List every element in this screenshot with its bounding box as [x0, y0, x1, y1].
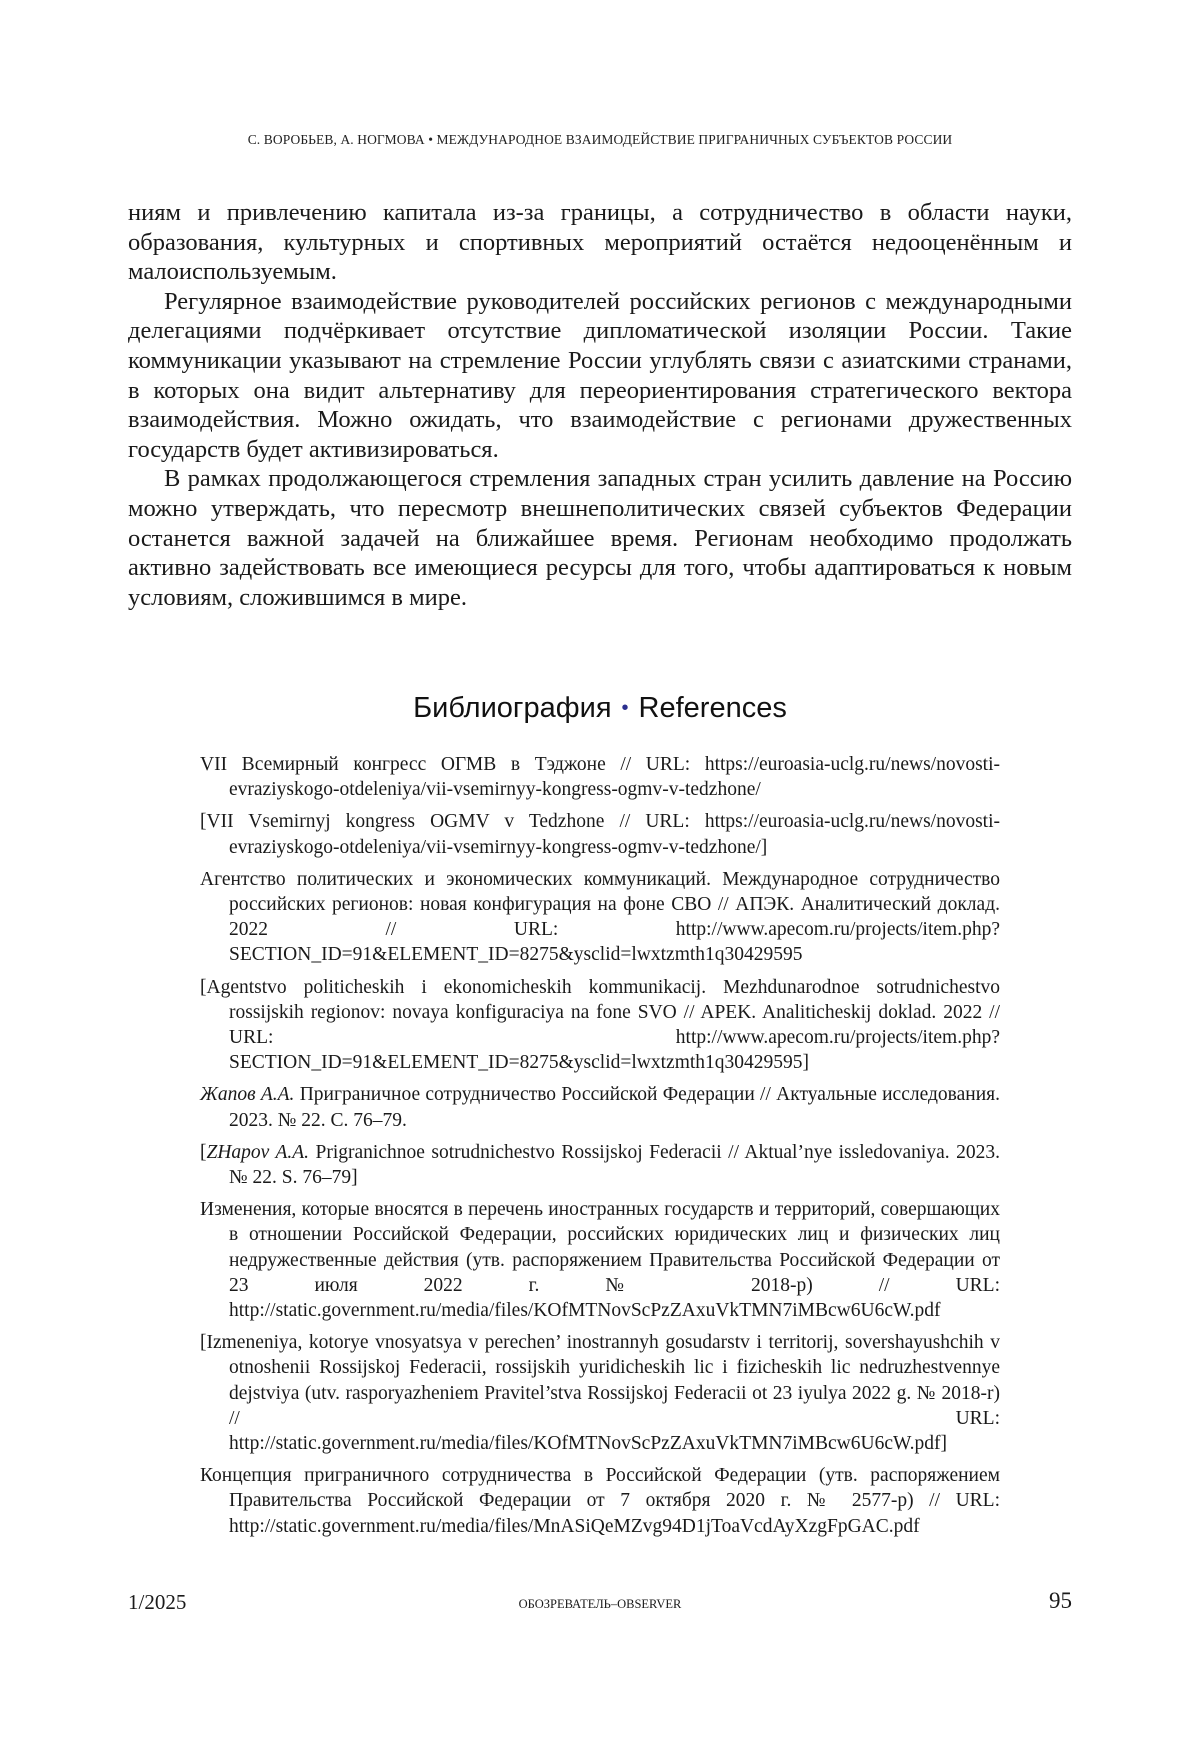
- body-text: [128, 198, 1072, 612]
- reference-item: [200, 809, 1000, 859]
- issue-number: 1/2025: [128, 1590, 186, 1615]
- reference-list: [200, 752, 1000, 1546]
- paragraph: ниям и привлечению капитала из-за границы, а сотрудничество в области науки, образования, культурных и спортивных мероприятий остаётся недооценённым и малоиспользуемым.: [128, 198, 1072, 287]
- bibliography-heading: [0, 692, 1200, 725]
- paragraph: В рамках продолжающегося стремления западных стран усилить давление на Россию можно утверждать, что пересмотр внешнеполитических связей субъектов Федерации останется важной задачей на ближайшее время. Регионам необходимо продолжать активно задействовать все имеющиеся ресурсы для того, чтобы адаптироваться к новым условиям, сложившимся в мире.: [128, 464, 1072, 612]
- reference-text: [Izmeneniya, kotorye vnosyatsya v perechen’ inostrannyh gosudarstv i territorij, sovershayushchih v otnoshenii Rossijskoj Federacii, rossijskih yuridicheskih lic i fizicheskih lic nedruzhestvennye dejstviya (utv. rasporyazheniem Pravitel’stva Rossijskoj Federacii ot 23 iyulya 2022 g. № 2018-r) // URL: http://static.government.ru/media/files/KOfMTNovScPzZAxuVkTMN7iMBcw6U6cW.pdf]: [200, 1332, 1000, 1454]
- running-head: С. ВОРОБЬЕВ, А. НОГМОВА • МЕЖДУНАРОДНОЕ ВЗАИМОДЕЙСТВИЕ ПРИГРАНИЧНЫХ СУБЪЕКТОВ РОССИИ: [0, 132, 1200, 148]
- journal-name: ОБОЗРЕВАТЕЛЬ–OBSERVER: [0, 1597, 1200, 1612]
- reference-author: ZHapov A.A.: [207, 1142, 310, 1163]
- reference-item: [200, 752, 1000, 802]
- reference-item: [200, 1197, 1000, 1323]
- reference-text: Prigranichnoe sotrudnichestvo Rossijskoj Federacii // Aktual’nye issledovaniya. 2023. № 22. S. 76–79]: [229, 1142, 1000, 1188]
- reference-text: [Agentstvo politicheskih i ekonomicheskih kommunikacij. Mezhdunarodnoe sotrudnichestvo rossijskih regionov: novaya konfiguraciya na fone SVO // APEK. Analiticheskij doklad. 2022 // URL: http://www.apecom.ru/projects/item.php?SECTION_ID=91&ELEMENT_ID=8275&ysclid=lwxtzmth1q30429595]: [200, 977, 1000, 1074]
- reference-item: [200, 1082, 1000, 1132]
- paragraph: Регулярное взаимодействие руководителей российских регионов с международными делегациями подчёркивает отсутствие дипломатической изоляции России. Такие коммуникации указывают на стремление России углублять связи с азиатскими странами, в которых она видит альтернативу для переориентирования стратегического вектора взаимодействия. Можно ожидать, что взаимодействие с регионами дружественных государств будет активизироваться.: [128, 287, 1072, 465]
- reference-text: Агентство политических и экономических коммуникаций. Международное сотрудничество российских регионов: новая конфигурация на фоне СВО // АПЭК. Аналитический доклад. 2022 // URL: http://www.apecom.ru/projects/item.php?SECTION_ID=91&ELEMENT_ID=8275&ysclid=lwxtzmth1q30429595: [200, 869, 1000, 966]
- page-number: 95: [1049, 1588, 1072, 1614]
- reference-text: Концепция приграничного сотрудничества в Российской Федерации (утв. распоряжением Правительства Российской Федерации от 7 октября 2020 г. № 2577-р) // URL: http://static.government.ru/media/files/MnASiQeMZvg94D1jToaVcdAyXzgFpGAC.pdf: [200, 1465, 1000, 1536]
- reference-item: [200, 1140, 1000, 1190]
- reference-item: [200, 975, 1000, 1076]
- reference-author: Жапов А.А.: [200, 1084, 294, 1105]
- reference-item: [200, 1463, 1000, 1539]
- bullet-separator-icon: •: [622, 697, 629, 719]
- bibliography-title-en: References: [639, 692, 787, 724]
- reference-text: Приграничное сотрудничество Российской Федерации // Актуальные исследования. 2023. № 22. С. 76–79.: [229, 1084, 1000, 1130]
- reference-prefix: [: [200, 1142, 207, 1163]
- bibliography-title-ru: Библиография: [413, 692, 611, 724]
- reference-item: [200, 1330, 1000, 1456]
- reference-text: Изменения, которые вносятся в перечень иностранных государств и территорий, совершающих в отношении Российской Федерации, российских юридических лиц и физических лиц недружественные действия (утв. распоряжением Правительства Российской Федерации от 23 июля 2022 г. № 2018-р) // URL: http://static.government.ru/media/files/KOfMTNovScPzZAxuVkTMN7iMBcw6U6cW.pdf: [200, 1199, 1000, 1321]
- reference-item: [200, 867, 1000, 968]
- reference-text: [VII Vsemirnyj kongress OGMV v Tedzhone // URL: https://euroasia-uclg.ru/news/novosti-evraziyskogo-otdeleniya/vii-vsemirnyy-kongress-ogmv-v-tedzhone/]: [200, 811, 1000, 857]
- reference-text: VII Всемирный конгресс ОГМВ в Тэджоне // URL: https://euroasia-uclg.ru/news/novosti-evraziyskogo-otdeleniya/vii-vsemirnyy-kongress-ogmv-v-tedzhone/: [200, 754, 1000, 800]
